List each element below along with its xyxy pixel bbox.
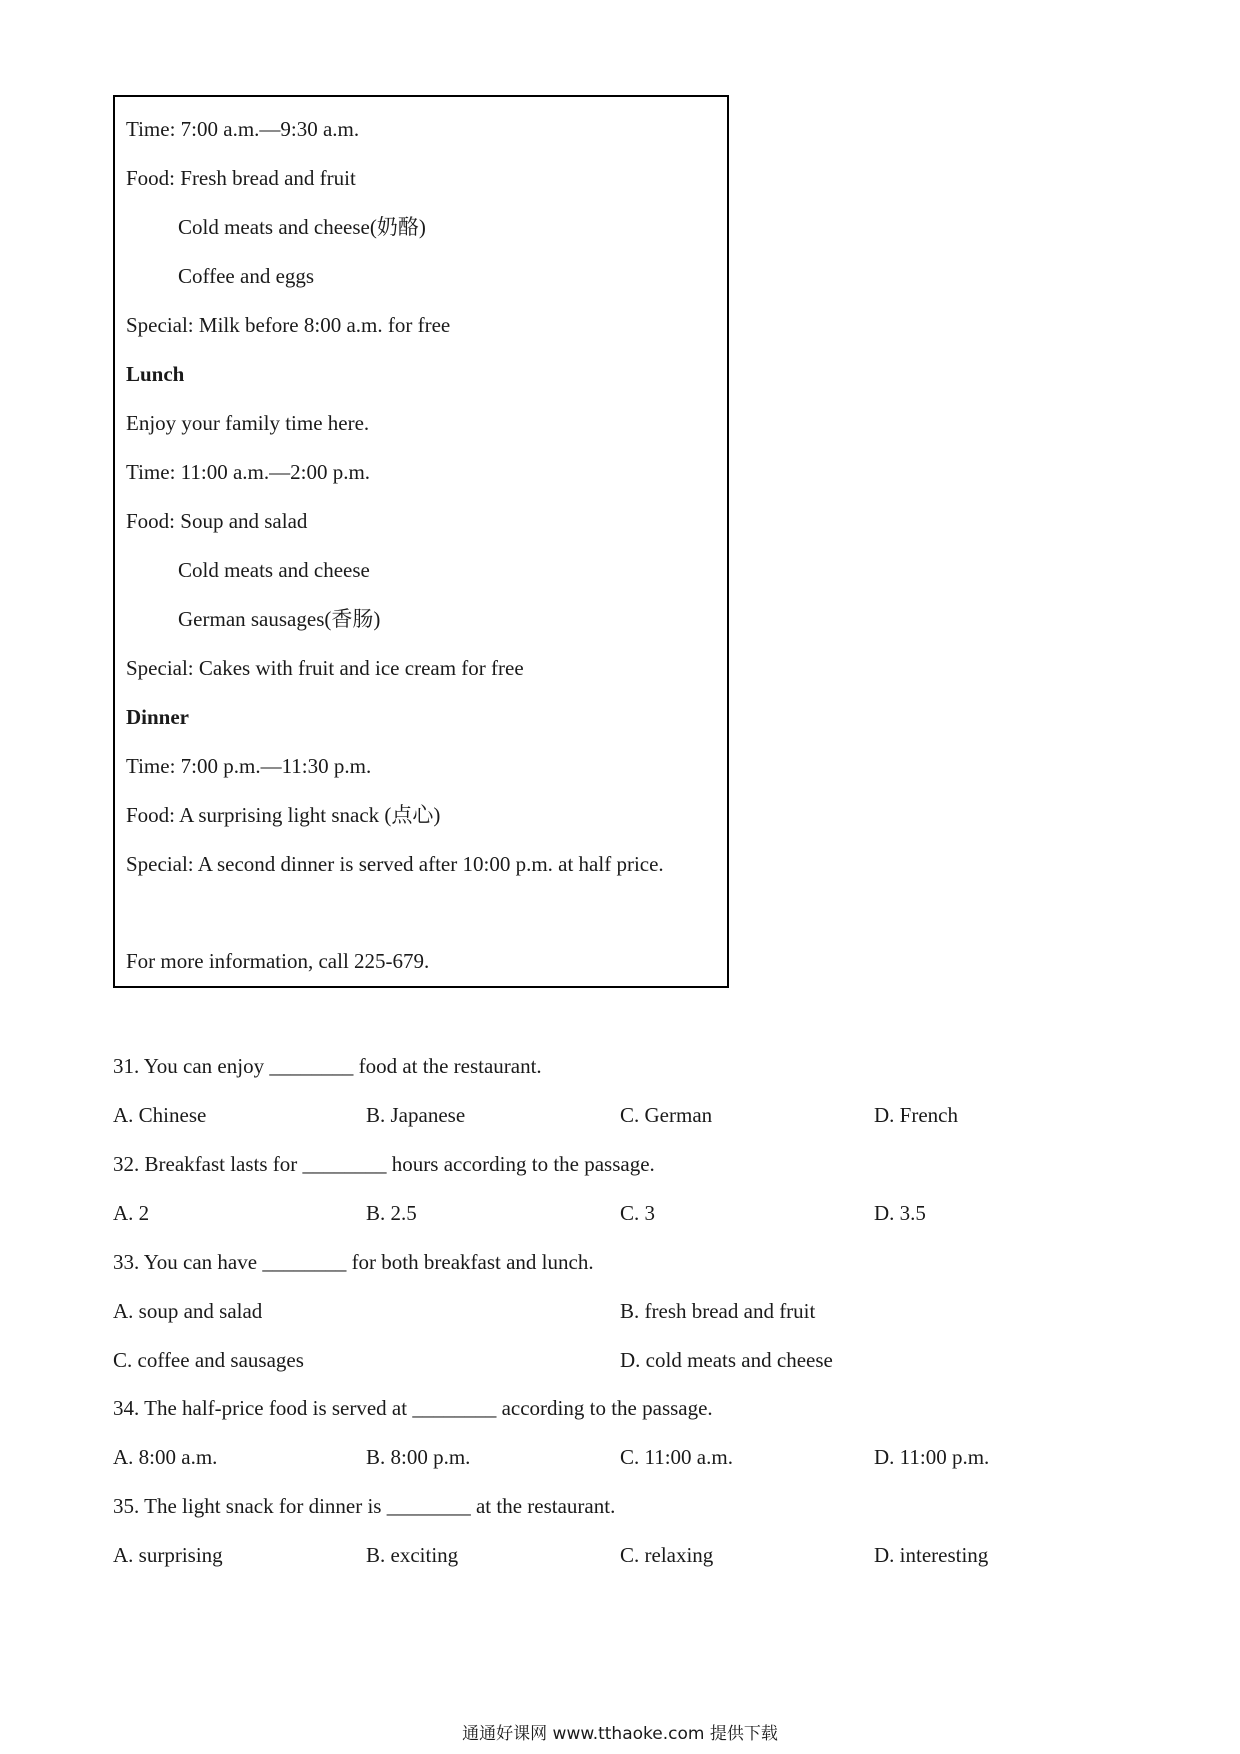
breakfast-food: Food: Fresh bread and fruit: [126, 166, 356, 190]
option-b: B. fresh bread and fruit: [620, 1299, 816, 1323]
option-d: D. 3.5: [874, 1201, 926, 1225]
breakfast-time: Time: 7:00 a.m.—9:30 a.m.: [126, 117, 360, 141]
option-a: A. 8:00 a.m.: [113, 1445, 218, 1469]
dinner-heading: Dinner: [126, 705, 189, 729]
dinner-special: Special: A second dinner is served after 10:00 p.m. at half price.: [126, 852, 664, 876]
question-stem: 35. The light snack for dinner is ________ at the restaurant.: [113, 1494, 616, 1518]
lunch-heading: Lunch: [126, 362, 185, 386]
option-b: B. Japanese: [366, 1103, 466, 1127]
option-d: D. interesting: [874, 1543, 989, 1567]
info-line: For more information, call 225-679.: [126, 949, 430, 973]
question-stem: 33. You can have ________ for both breakfast and lunch.: [113, 1250, 594, 1274]
question-stem: 34. The half-price food is served at ________ according to the passage.: [113, 1396, 713, 1420]
option-a: A. surprising: [113, 1543, 223, 1567]
lunch-food-item: Cold meats and cheese: [178, 558, 370, 582]
question-stem: 31. You can enjoy ________ food at the restaurant.: [113, 1054, 542, 1078]
option-c: C. German: [620, 1103, 713, 1127]
option-c: C. relaxing: [620, 1543, 714, 1567]
breakfast-special: Special: Milk before 8:00 a.m. for free: [126, 313, 451, 337]
option-d: D. cold meats and cheese: [620, 1348, 833, 1372]
lunch-food: Food: Soup and salad: [126, 509, 308, 533]
lunch-special: Special: Cakes with fruit and ice cream for free: [126, 656, 524, 680]
breakfast-food-item: Cold meats and cheese(奶酪): [178, 215, 426, 239]
dinner-food: Food: A surprising light snack (点心): [126, 803, 441, 827]
option-c: C. 11:00 a.m.: [620, 1445, 733, 1469]
dinner-time: Time: 7:00 p.m.—11:30 p.m.: [126, 754, 372, 778]
breakfast-food-item: Coffee and eggs: [178, 264, 315, 288]
option-d: D. French: [874, 1103, 958, 1127]
option-c: C. coffee and sausages: [113, 1348, 304, 1372]
option-a: A. Chinese: [113, 1103, 207, 1127]
option-b: B. 2.5: [366, 1201, 417, 1225]
lunch-food-item: German sausages(香肠): [178, 607, 381, 631]
option-d: D. 11:00 p.m.: [874, 1445, 990, 1469]
option-a: A. 2: [113, 1201, 150, 1225]
option-a: A. soup and salad: [113, 1299, 263, 1323]
footer-watermark: 通通好课网 www.tthaoke.com 提供下载: [462, 1724, 778, 1744]
option-b: B. exciting: [366, 1543, 459, 1567]
question-stem: 32. Breakfast lasts for ________ hours according to the passage.: [113, 1152, 655, 1176]
option-b: B. 8:00 p.m.: [366, 1445, 471, 1469]
lunch-time: Time: 11:00 a.m.—2:00 p.m.: [126, 460, 371, 484]
lunch-intro: Enjoy your family time here.: [126, 411, 370, 435]
option-c: C. 3: [620, 1201, 656, 1225]
